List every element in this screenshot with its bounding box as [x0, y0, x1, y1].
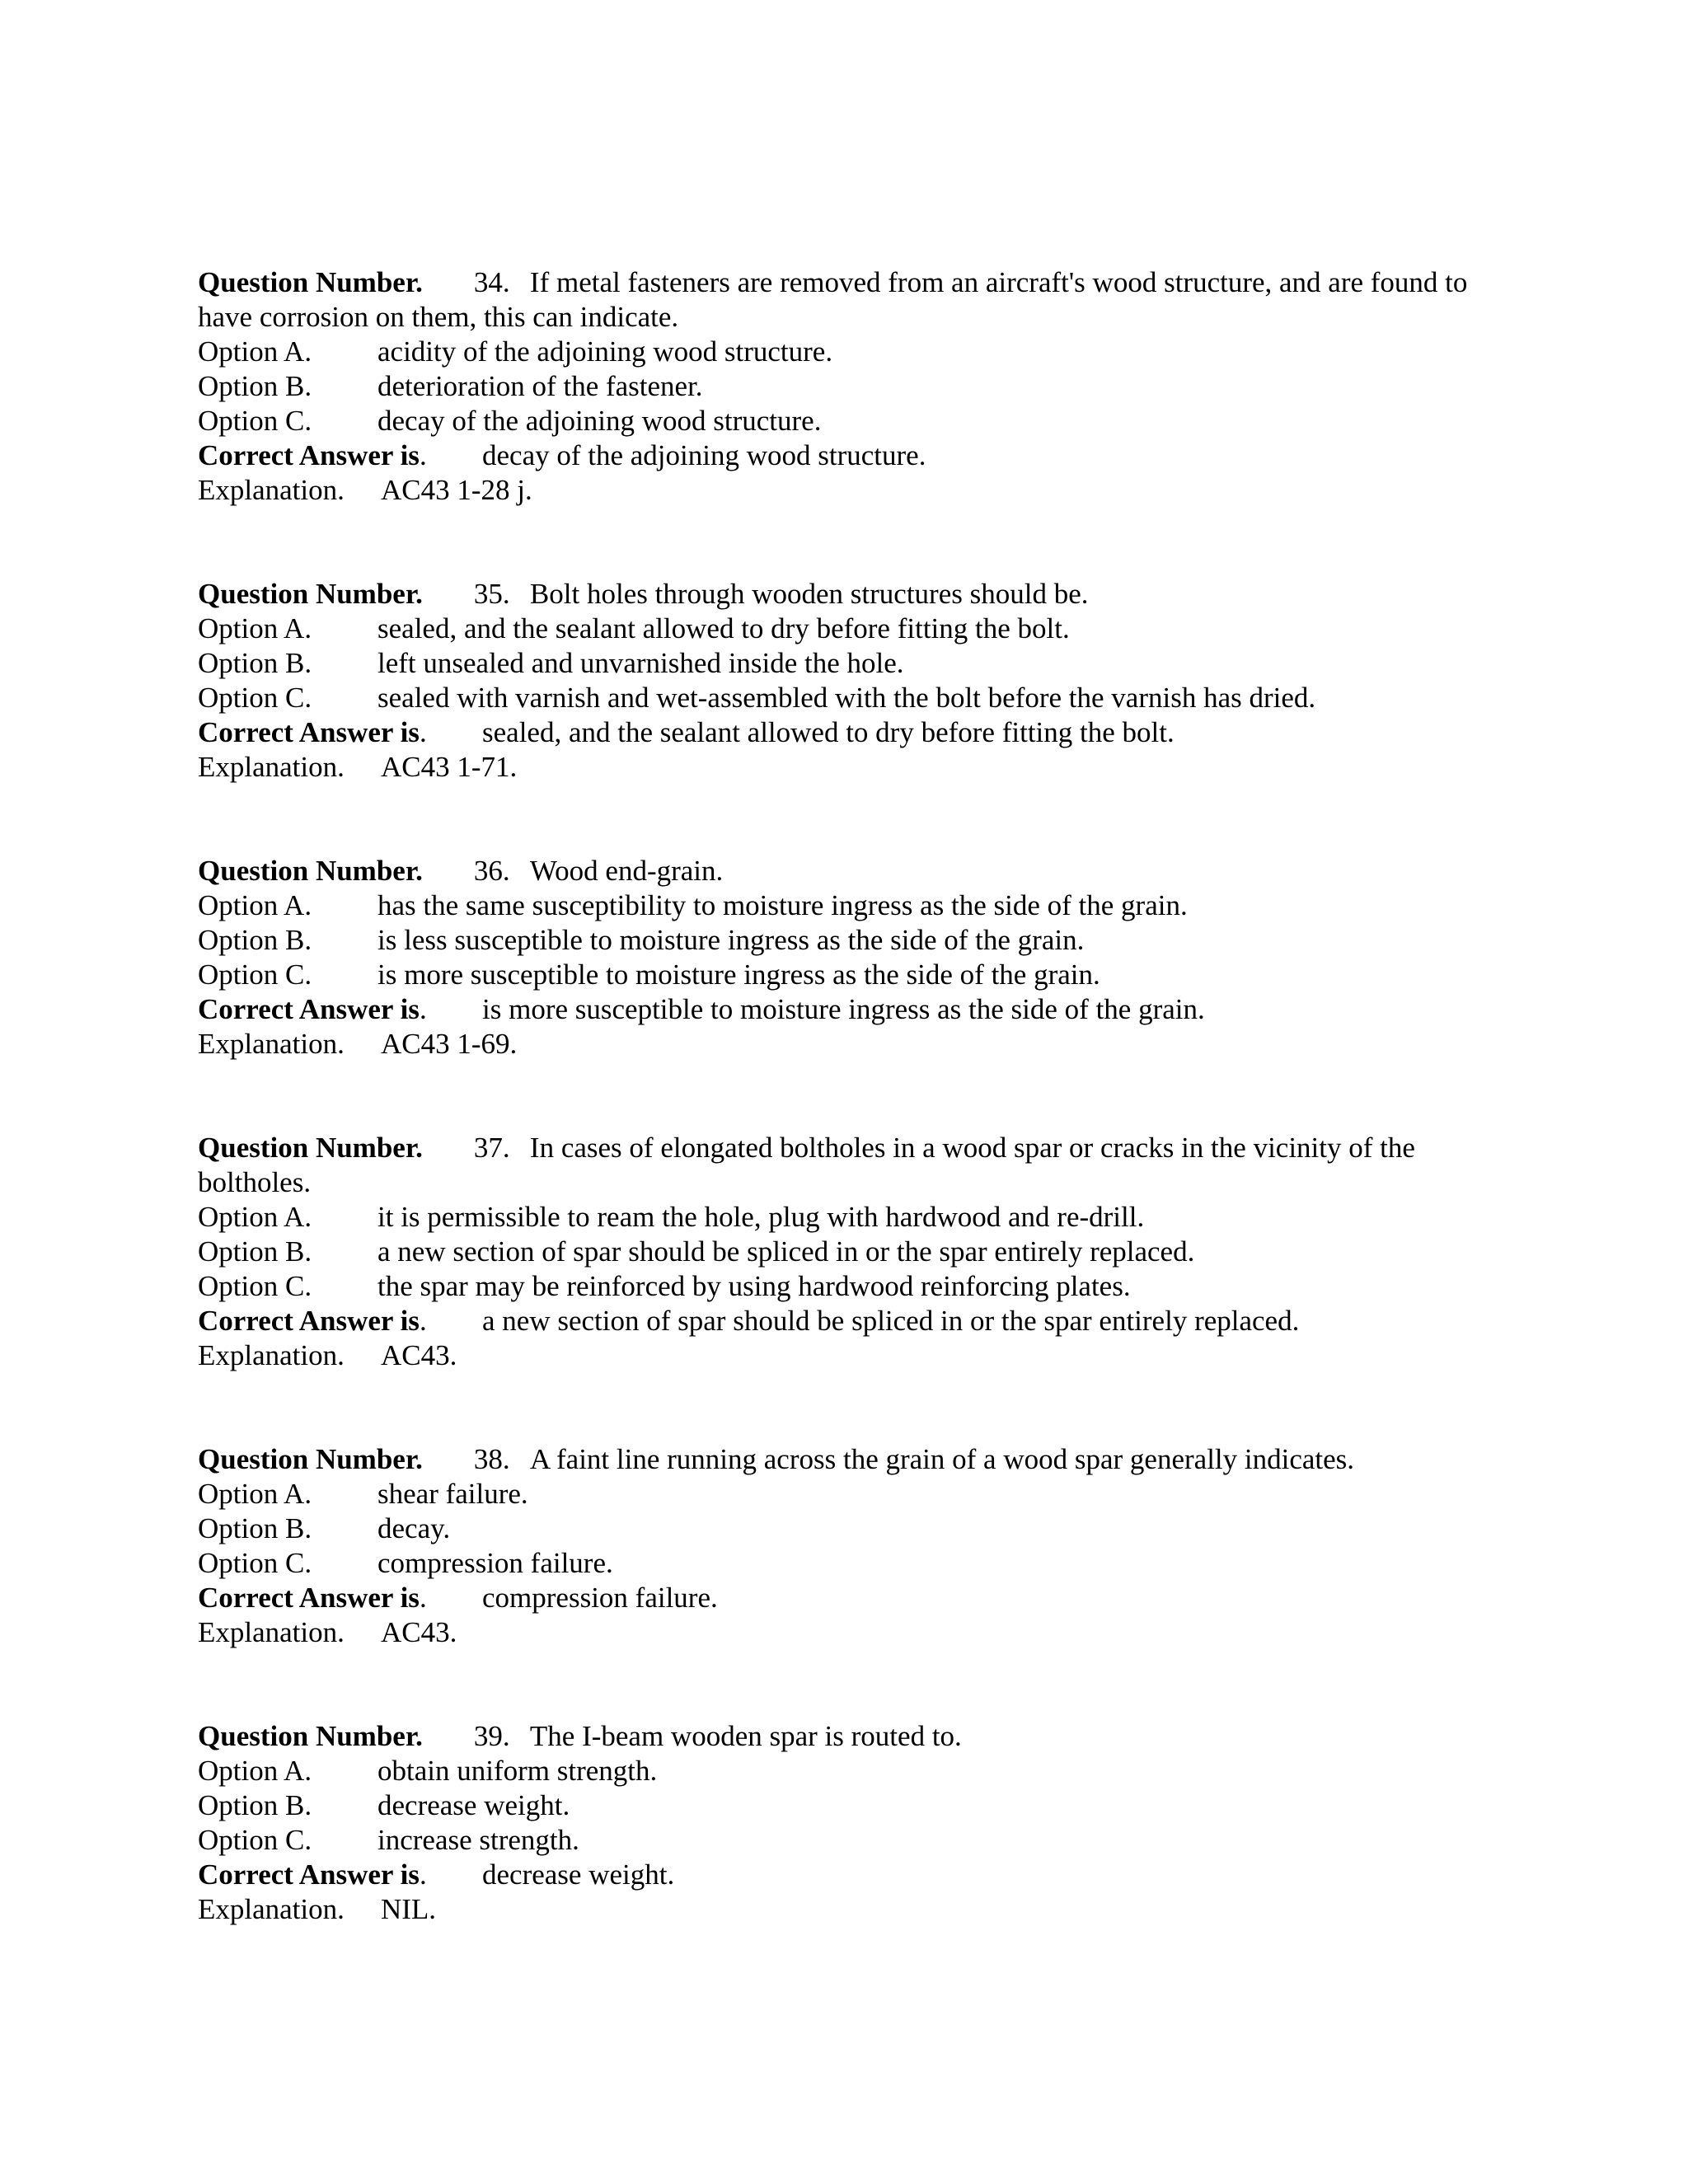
question-text: In cases of elongated boltholes in a wood spar or cracks in the vicinity of the boltholes.: [198, 1132, 1415, 1198]
explanation-text: AC43.: [381, 1339, 457, 1371]
question-number-label: Question Number.: [198, 1443, 423, 1475]
correct-answer: [198, 992, 1484, 1027]
correct-answer-label: Correct Answer is: [198, 1582, 420, 1614]
option-b-text: deterioration of the fastener.: [377, 370, 703, 402]
correct-answer-label: Correct Answer is: [198, 993, 420, 1025]
correct-answer-label: Correct Answer is: [198, 1858, 420, 1891]
option-c: [198, 1269, 1484, 1304]
correct-answer-text: is more susceptible to moisture ingress as the side of the grain.: [482, 993, 1205, 1025]
correct-answer-text: compression failure.: [482, 1582, 718, 1614]
question-number-label: Question Number.: [198, 1132, 423, 1164]
option-b-text: is less susceptible to moisture ingress as the side of the grain.: [377, 924, 1085, 956]
option-c-label: Option C.: [198, 405, 312, 437]
option-b-label: Option B.: [198, 647, 312, 679]
option-a-text: sealed, and the sealant allowed to dry before fitting the bolt.: [377, 612, 1070, 644]
option-a-label: Option A.: [198, 1755, 312, 1787]
correct-answer: [198, 1858, 1484, 1892]
option-a: [198, 335, 1484, 369]
explanation-label: Explanation.: [198, 1028, 345, 1060]
question-text: A faint line running across the grain of a wood spar generally indicates.: [529, 1443, 1355, 1475]
option-a-label: Option A.: [198, 335, 312, 368]
question-stem: [198, 577, 1484, 612]
correct-answer-dot: .: [419, 716, 427, 748]
option-c: [198, 958, 1484, 992]
question-stem: [198, 1442, 1484, 1477]
question-text: Bolt holes through wooden structures should be.: [529, 578, 1089, 610]
question-number-label: Question Number.: [198, 1720, 423, 1752]
correct-answer: [198, 1304, 1484, 1338]
option-b: [198, 1235, 1484, 1269]
option-c-label: Option C.: [198, 958, 312, 991]
option-b: [198, 1788, 1484, 1823]
correct-answer: [198, 715, 1484, 750]
question-block-35: [198, 577, 1484, 785]
explanation: [198, 473, 1484, 508]
explanation-label: Explanation.: [198, 1893, 345, 1925]
option-a-text: has the same susceptibility to moisture ingress as the side of the grain.: [377, 889, 1188, 921]
question-stem: [198, 1719, 1484, 1754]
option-a-text: obtain uniform strength.: [377, 1755, 658, 1787]
correct-answer-dot: .: [419, 439, 427, 471]
correct-answer: [198, 438, 1484, 473]
option-a: [198, 1200, 1484, 1235]
explanation-text: AC43 1-71.: [381, 751, 518, 783]
option-a-text: shear failure.: [377, 1478, 528, 1510]
question-number-label: Question Number.: [198, 855, 423, 887]
option-b-text: decrease weight.: [377, 1789, 570, 1821]
explanation: [198, 1892, 1484, 1927]
correct-answer: [198, 1581, 1484, 1615]
option-c: [198, 404, 1484, 438]
option-b: [198, 923, 1484, 958]
explanation-text: AC43.: [381, 1616, 457, 1648]
explanation-label: Explanation.: [198, 1616, 345, 1648]
option-c-text: increase strength.: [377, 1824, 579, 1856]
explanation-label: Explanation.: [198, 1339, 345, 1371]
question-block-39: [198, 1719, 1484, 1927]
question-block-38: [198, 1442, 1484, 1650]
correct-answer-text: decrease weight.: [482, 1858, 675, 1891]
option-c-label: Option C.: [198, 1547, 312, 1579]
question-number: 39.: [473, 1720, 510, 1752]
question-number-label: Question Number.: [198, 578, 423, 610]
option-c-label: Option C.: [198, 682, 312, 714]
option-a-label: Option A.: [198, 889, 312, 921]
option-b-text: a new section of spar should be spliced in or the spar entirely replaced.: [377, 1235, 1195, 1268]
option-c: [198, 1823, 1484, 1858]
option-b-label: Option B.: [198, 924, 312, 956]
question-text: If metal fasteners are removed from an aircraft's wood structure, and are found to have corrosion on them, this can indicate.: [198, 266, 1468, 333]
explanation-label: Explanation.: [198, 474, 345, 506]
correct-answer-label: Correct Answer is: [198, 439, 420, 471]
question-text: The I-beam wooden spar is routed to.: [529, 1720, 962, 1752]
correct-answer-dot: .: [419, 1858, 427, 1891]
option-a-label: Option A.: [198, 612, 312, 644]
option-c-text: compression failure.: [377, 1547, 613, 1579]
explanation-text: NIL.: [381, 1893, 437, 1925]
option-c-text: decay of the adjoining wood structure.: [377, 405, 822, 437]
option-a-text: acidity of the adjoining wood structure.: [377, 335, 833, 368]
question-number: 36.: [473, 855, 510, 887]
option-c-label: Option C.: [198, 1270, 312, 1302]
explanation-label: Explanation.: [198, 751, 345, 783]
option-c: [198, 1546, 1484, 1581]
question-number: 38.: [473, 1443, 510, 1475]
option-a: [198, 1477, 1484, 1511]
correct-answer-dot: .: [419, 1582, 427, 1614]
correct-answer-text: sealed, and the sealant allowed to dry before fitting the bolt.: [482, 716, 1175, 748]
correct-answer-dot: .: [419, 1305, 427, 1337]
option-b: [198, 646, 1484, 681]
explanation: [198, 750, 1484, 785]
explanation: [198, 1615, 1484, 1650]
option-c-label: Option C.: [198, 1824, 312, 1856]
option-b-label: Option B.: [198, 1512, 312, 1544]
option-c-text: sealed with varnish and wet-assembled with the bolt before the varnish has dried.: [377, 682, 1316, 714]
question-number: 35.: [473, 578, 510, 610]
option-a: [198, 888, 1484, 923]
option-a-label: Option A.: [198, 1478, 312, 1510]
question-block-36: [198, 854, 1484, 1062]
option-a: [198, 612, 1484, 646]
explanation: [198, 1338, 1484, 1373]
option-b: [198, 369, 1484, 404]
option-c: [198, 681, 1484, 715]
option-b: [198, 1511, 1484, 1546]
option-b-label: Option B.: [198, 1789, 312, 1821]
correct-answer-text: decay of the adjoining wood structure.: [482, 439, 926, 471]
explanation-text: AC43 1-28 j.: [381, 474, 532, 506]
option-b-text: decay.: [377, 1512, 451, 1544]
correct-answer-text: a new section of spar should be spliced in or the spar entirely replaced.: [482, 1305, 1300, 1337]
question-block-34: [198, 265, 1484, 508]
correct-answer-label: Correct Answer is: [198, 716, 420, 748]
question-stem: [198, 265, 1484, 335]
explanation-text: AC43 1-69.: [381, 1028, 518, 1060]
option-a: [198, 1754, 1484, 1788]
correct-answer-label: Correct Answer is: [198, 1305, 420, 1337]
option-b-text: left unsealed and unvarnished inside the hole.: [377, 647, 904, 679]
option-a-label: Option A.: [198, 1201, 312, 1233]
option-b-label: Option B.: [198, 370, 312, 402]
option-a-text: it is permissible to ream the hole, plug with hardwood and re-drill.: [377, 1201, 1145, 1233]
question-number: 34.: [473, 266, 510, 298]
explanation: [198, 1027, 1484, 1062]
option-c-text: the spar may be reinforced by using hardwood reinforcing plates.: [377, 1270, 1131, 1302]
question-number-label: Question Number.: [198, 266, 423, 298]
question-block-37: [198, 1131, 1484, 1373]
question-number: 37.: [473, 1132, 510, 1164]
question-stem: [198, 1131, 1484, 1200]
question-stem: [198, 854, 1484, 888]
correct-answer-dot: .: [419, 993, 427, 1025]
option-c-text: is more susceptible to moisture ingress as the side of the grain.: [377, 958, 1100, 991]
question-text: Wood end-grain.: [529, 855, 724, 887]
option-b-label: Option B.: [198, 1235, 312, 1268]
